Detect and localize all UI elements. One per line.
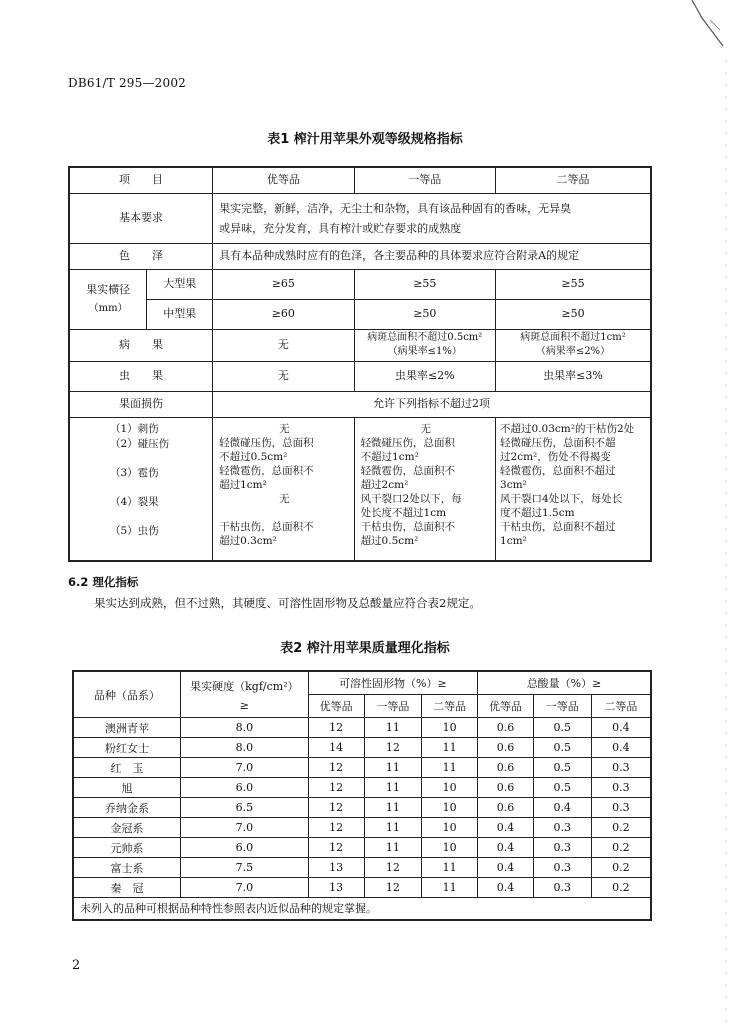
soluble-premium-cell: 12 <box>308 838 364 858</box>
section-paragraph: 果实达到成熟，但不过熟，其硬度、可溶性固形物及总酸量应符合表2规定。 <box>94 596 481 610</box>
damage-g2-line-6: 风干裂口2处以下，每 <box>360 492 462 505</box>
variety-cell: 元帅系 <box>73 838 181 858</box>
diameter-label-line-1: 果实横径 <box>86 283 131 296</box>
table-row <box>73 798 651 818</box>
sub-soluble-premium: 优等品 <box>308 695 364 718</box>
col-item: 项 目 <box>69 167 213 193</box>
table2-footnote: 未列入的品种可根据品种特性参照表内近似品种的规定掌握。 <box>73 898 651 920</box>
soluble-premium-cell: 13 <box>308 878 364 898</box>
soluble-premium-cell: 13 <box>308 858 364 878</box>
diameter-label <box>69 269 147 329</box>
table-row <box>73 778 651 798</box>
soluble-first-cell: 11 <box>364 758 422 778</box>
row-basic-requirement <box>69 193 651 243</box>
damage-g3-line-3: 过2cm²，伤处不得褐变 <box>500 450 611 463</box>
acid-second-cell: 0.2 <box>591 878 651 898</box>
acid-second-cell: 0.3 <box>591 798 651 818</box>
hardness-cell: 6.0 <box>181 778 309 798</box>
soluble-first-cell: 11 <box>364 718 422 738</box>
acid-premium-cell: 0.6 <box>478 798 534 818</box>
sub-acid-first: 一等品 <box>533 695 591 718</box>
acid-premium-cell: 0.4 <box>478 878 534 898</box>
hardness-cell: 8.0 <box>181 718 309 738</box>
basic-text <box>213 193 651 243</box>
acid-first-cell: 0.3 <box>533 858 591 878</box>
sub-acid-premium: 优等品 <box>478 695 534 718</box>
table-row <box>73 718 651 738</box>
variety-cell: 富士系 <box>73 858 181 878</box>
damage-g3-line-4: 轻微雹伤，总面积不超过 <box>500 464 616 477</box>
damage-item-hail: （3）雹伤 <box>110 466 159 479</box>
scan-edge-mark <box>690 0 730 1024</box>
table-row <box>73 878 651 898</box>
acid-second-cell: 0.4 <box>591 738 651 758</box>
color-text: 具有本品种成熟时应有的色泽，各主要品种的具体要求应符合附录A的规定 <box>213 243 651 269</box>
row-pest <box>69 361 651 391</box>
soluble-second-cell: 11 <box>422 878 478 898</box>
damage-g3-line-1: 不超过0.03cm²的干枯伤2处 <box>500 422 635 435</box>
soluble-first-cell: 11 <box>364 818 422 838</box>
row-disease <box>69 329 651 361</box>
damage-g1-puncture: 无 <box>279 422 290 435</box>
soluble-second-cell: 10 <box>422 778 478 798</box>
variety-cell: 旭 <box>73 778 181 798</box>
soluble-premium-cell: 12 <box>308 718 364 738</box>
disease-v2-line-1: 病斑总面积不超过0.5cm² <box>367 332 483 343</box>
page-number: 2 <box>72 958 81 973</box>
acid-first-cell: 0.5 <box>533 778 591 798</box>
soluble-first-cell: 11 <box>364 838 422 858</box>
table2-title: 表2 榨汁用苹果质量理化指标 <box>280 641 450 656</box>
soluble-second-cell: 11 <box>422 758 478 778</box>
row-color <box>69 243 651 269</box>
sub-soluble-second: 二等品 <box>422 695 478 718</box>
damage-label: 果面损伤 <box>69 391 213 417</box>
variety-cell: 澳洲青苹 <box>73 718 181 738</box>
document-number: DB61/T 295—2002 <box>68 76 187 90</box>
damage-items <box>69 417 213 561</box>
hardness-cell: 6.0 <box>181 838 309 858</box>
table-row <box>73 858 651 878</box>
acid-first-cell: 0.3 <box>533 838 591 858</box>
damage-item-puncture: （1）刺伤 <box>110 422 159 435</box>
pest-label: 虫 果 <box>69 361 213 391</box>
damage-item-insect: （5）虫伤 <box>110 524 159 537</box>
row-damage-details <box>69 417 651 561</box>
acid-second-cell: 0.3 <box>591 758 651 778</box>
damage-item-bruise: （2）碰压伤 <box>110 437 170 450</box>
variety-cell: 秦 冠 <box>73 878 181 898</box>
col-grade-second: 二等品 <box>496 167 651 193</box>
damage-g2-line-3: 不超过1cm² <box>360 450 419 463</box>
disease-label: 病 果 <box>69 329 213 361</box>
basic-text-line-2: 或异味，充分发育，具有榨汁或贮存要求的成熟度 <box>219 222 462 235</box>
col-hardness-line-2: ≥ <box>239 698 249 712</box>
col-grade-first: 一等品 <box>354 167 495 193</box>
soluble-second-cell: 11 <box>422 738 478 758</box>
table-row <box>73 838 651 858</box>
hardness-cell: 7.0 <box>181 818 309 838</box>
damage-g3-line-9: 1cm² <box>500 534 527 547</box>
acid-first-cell: 0.3 <box>533 878 591 898</box>
damage-g3-line-7: 度不超过1.5cm <box>500 506 575 519</box>
soluble-premium-cell: 12 <box>308 778 364 798</box>
acid-premium-cell: 0.6 <box>478 758 534 778</box>
table1-title: 表1 榨汁用苹果外观等级规格指标 <box>267 132 463 147</box>
damage-item-crack: （4）裂果 <box>110 495 159 508</box>
variety-cell: 金冠系 <box>73 818 181 838</box>
soluble-premium-cell: 12 <box>308 758 364 778</box>
disease-v3-line-1: 病斑总面积不超过1cm² <box>520 332 626 343</box>
table2-footnote-row <box>73 898 651 920</box>
acid-second-cell: 0.2 <box>591 818 651 838</box>
acid-premium-cell: 0.6 <box>478 778 534 798</box>
soluble-second-cell: 10 <box>422 838 478 858</box>
soluble-first-cell: 12 <box>364 878 422 898</box>
acid-premium-cell: 0.6 <box>478 738 534 758</box>
hardness-cell: 7.0 <box>181 878 309 898</box>
table-row <box>73 818 651 838</box>
soluble-first-cell: 11 <box>364 778 422 798</box>
soluble-first-cell: 11 <box>364 798 422 818</box>
acid-second-cell: 0.3 <box>591 778 651 798</box>
damage-g2-line-9: 超过0.5cm² <box>360 534 419 547</box>
damage-g2-puncture: 无 <box>420 422 432 435</box>
col-grade-premium: 优等品 <box>213 167 354 193</box>
hardness-cell: 6.5 <box>181 798 309 818</box>
soluble-premium-cell: 12 <box>308 818 364 838</box>
acid-second-cell: 0.4 <box>591 718 651 738</box>
pest-v1: 无 <box>213 361 354 391</box>
damage-g3-line-8: 干枯虫伤，总面积不超过 <box>500 520 616 533</box>
basic-label: 基本要求 <box>69 193 213 243</box>
disease-v1: 无 <box>213 329 354 361</box>
soluble-premium-cell: 14 <box>308 738 364 758</box>
damage-g1 <box>213 417 354 561</box>
diameter-label-line-2: （mm） <box>88 303 128 314</box>
soluble-second-cell: 10 <box>422 818 478 838</box>
soluble-first-cell: 12 <box>364 738 422 758</box>
row-surface-damage <box>69 391 651 417</box>
damage-note: 允许下列指标不超过2项 <box>213 391 651 417</box>
damage-g3-line-6: 风干裂口4处以下，每处长 <box>500 492 623 505</box>
acid-premium-cell: 0.4 <box>478 818 534 838</box>
basic-text-line-1: 果实完整，新鲜，洁净，无尘土和杂物，具有该品种固有的香味，无异臭 <box>219 202 572 215</box>
variety-cell: 乔纳金系 <box>73 798 181 818</box>
soluble-first-cell: 12 <box>364 858 422 878</box>
damage-g1-line-2: 轻微碰压伤，总面积 <box>219 436 314 449</box>
table2-header-row-1 <box>73 671 651 695</box>
acid-first-cell: 0.3 <box>533 818 591 838</box>
damage-g2-line-8: 干枯虫伤，总面积不 <box>360 520 456 533</box>
variety-cell: 粉红女士 <box>73 738 181 758</box>
medium-v3: ≥50 <box>496 299 651 329</box>
soluble-second-cell: 10 <box>422 718 478 738</box>
acid-premium-cell: 0.6 <box>478 718 534 738</box>
medium-v2: ≥50 <box>354 299 495 329</box>
damage-g3-line-2: 轻微碰压伤，总面积不超 <box>500 436 616 449</box>
large-v1: ≥65 <box>213 269 354 299</box>
pest-v2: 虫果率≤2% <box>354 361 495 391</box>
disease-v3-line-2: （病果率≤2%） <box>535 346 611 357</box>
col-soluble-solids: 可溶性固形物（%）≥ <box>308 671 477 695</box>
soluble-second-cell: 11 <box>422 858 478 878</box>
damage-g2-line-2: 轻微碰压伤，总面积 <box>360 436 456 449</box>
row-large-fruit <box>69 269 651 299</box>
disease-v3 <box>496 329 651 361</box>
pest-v3: 虫果率≤3% <box>496 361 651 391</box>
damage-g1-line-4: 轻微雹伤，总面积不 <box>219 464 314 477</box>
col-hardness <box>181 671 309 718</box>
acid-first-cell: 0.4 <box>533 798 591 818</box>
acid-premium-cell: 0.4 <box>478 858 534 878</box>
large-v2: ≥55 <box>354 269 495 299</box>
large-v3: ≥55 <box>496 269 651 299</box>
disease-v2 <box>354 329 495 361</box>
soluble-premium-cell: 12 <box>308 798 364 818</box>
damage-g2-line-5: 超过2cm² <box>360 478 409 491</box>
damage-g3-line-5: 3cm² <box>500 478 527 491</box>
acid-first-cell: 0.5 <box>533 738 591 758</box>
damage-g2-line-4: 轻微雹伤，总面积不 <box>360 464 456 477</box>
table2-body <box>73 718 651 898</box>
col-total-acid: 总酸量（%）≥ <box>478 671 651 695</box>
damage-g3 <box>496 417 651 561</box>
acid-premium-cell: 0.4 <box>478 838 534 858</box>
damage-g1-line-3: 不超过0.5cm² <box>219 450 288 463</box>
color-label: 色 泽 <box>69 243 213 269</box>
medium-label: 中型果 <box>147 299 213 329</box>
acid-first-cell: 0.5 <box>533 758 591 778</box>
sub-acid-second: 二等品 <box>591 695 651 718</box>
row-medium-fruit <box>69 299 651 329</box>
acid-second-cell: 0.2 <box>591 838 651 858</box>
table1-appearance-grades <box>68 166 652 562</box>
acid-second-cell: 0.2 <box>591 858 651 878</box>
section-heading: 6.2 理化指标 <box>68 575 139 589</box>
table-row <box>73 738 651 758</box>
acid-first-cell: 0.5 <box>533 718 591 738</box>
hardness-cell: 7.5 <box>181 858 309 878</box>
hardness-cell: 7.0 <box>181 758 309 778</box>
sub-soluble-first: 一等品 <box>364 695 422 718</box>
damage-g1-line-7: 干枯虫伤，总面积不 <box>219 520 314 533</box>
damage-g1-line-8: 超过0.3cm² <box>219 534 277 547</box>
table2-quality-indicators <box>72 670 652 921</box>
col-variety: 品种（品系） <box>73 671 181 718</box>
large-label: 大型果 <box>147 269 213 299</box>
damage-g2 <box>354 417 495 561</box>
table-row <box>73 758 651 778</box>
damage-g1-crack: 无 <box>279 492 290 505</box>
damage-g2-line-7: 处长度不超过1cm <box>360 506 447 519</box>
damage-g1-line-5: 超过1cm² <box>219 478 267 491</box>
hardness-cell: 8.0 <box>181 738 309 758</box>
medium-v1: ≥60 <box>213 299 354 329</box>
col-hardness-line-1: 果实硬度（kgf/cm²） <box>190 679 299 693</box>
disease-v2-line-2: （病果率≤1%） <box>387 346 462 357</box>
soluble-second-cell: 10 <box>422 798 478 818</box>
variety-cell: 红 玉 <box>73 758 181 778</box>
table1-header-row <box>69 167 651 193</box>
